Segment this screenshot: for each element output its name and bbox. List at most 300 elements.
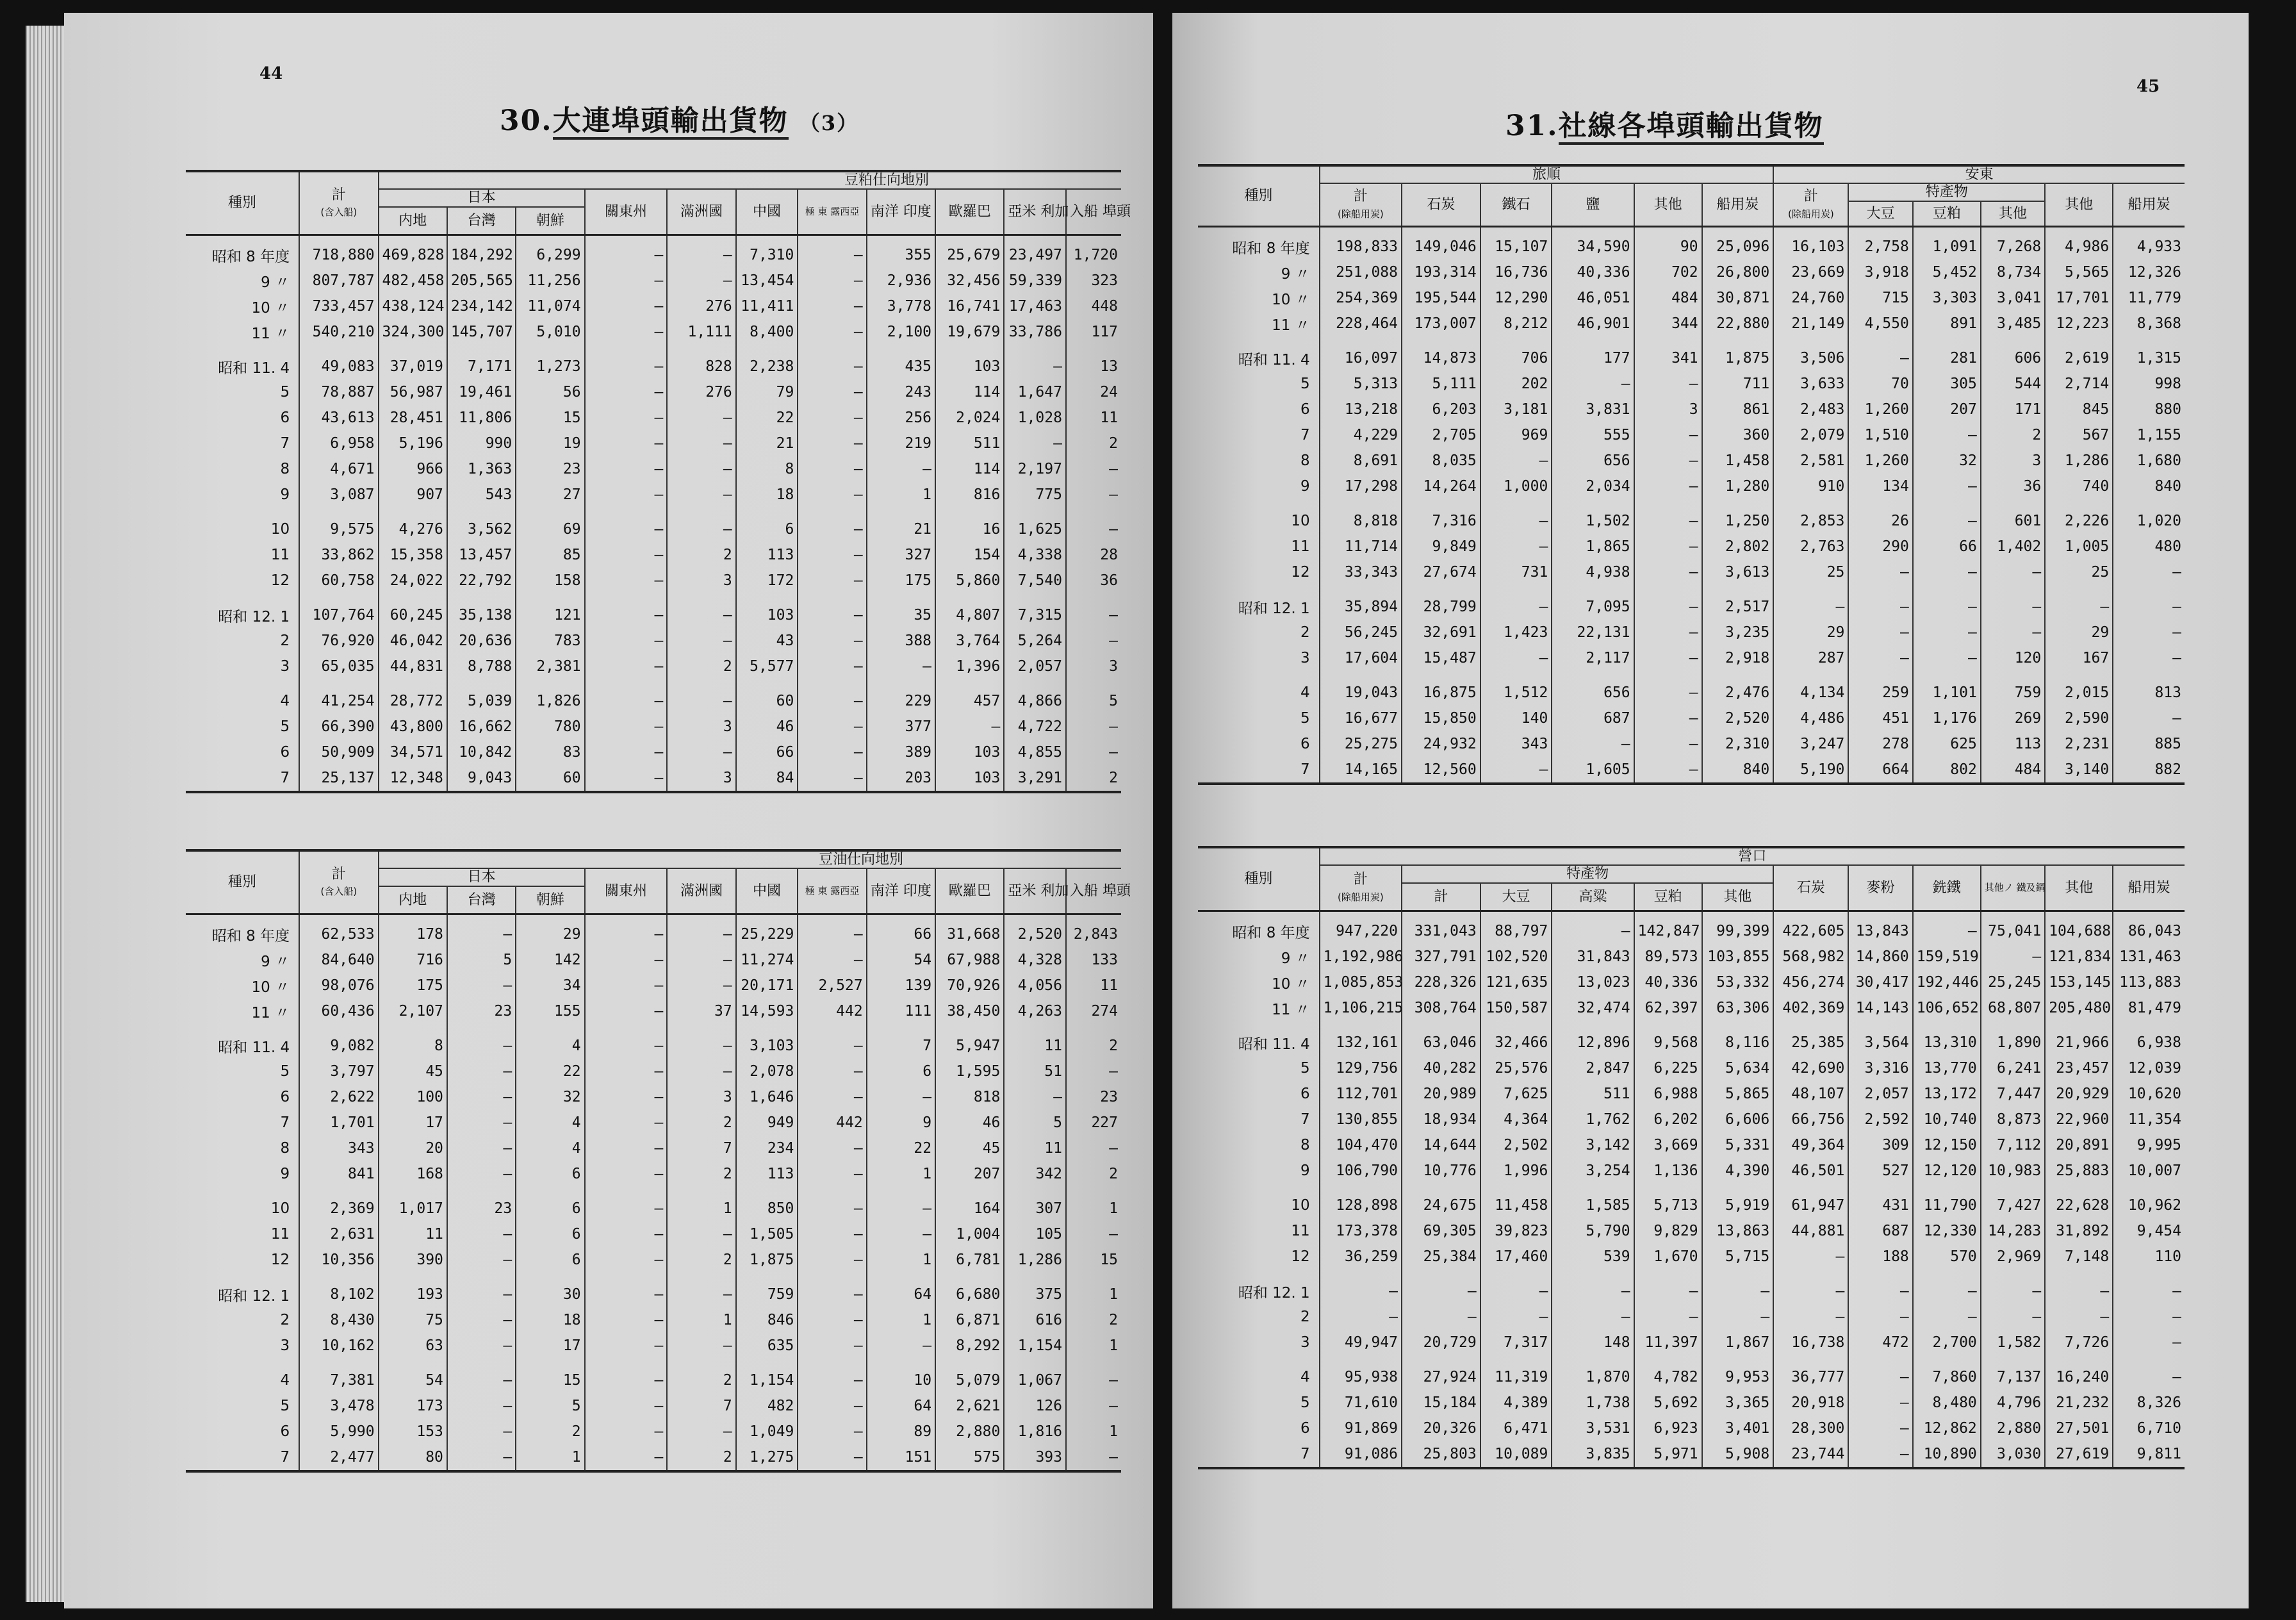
table-cell: 193 [379,1273,447,1307]
table-cell: 1,085,853 [1320,970,1402,995]
table-cell: — [585,319,668,345]
table-cell: 511 [1552,1081,1634,1107]
table-cell: 11,779 [2113,285,2185,311]
ryojun-anto-table [1198,164,2185,785]
table-cell: 171 [1981,397,2045,422]
table-cell: 2,853 [1773,499,1848,534]
header-kanto: 關東州 [585,189,668,235]
table-cell: 8,212 [1480,311,1552,336]
table-cell: 2 [667,542,735,568]
table-cell: 17,604 [1320,645,1402,671]
table-cell: — [667,679,735,714]
table-cell: 30 [516,1273,584,1307]
table-cell: 2 [1066,431,1121,456]
table-cell: 32,466 [1480,1021,1552,1055]
table-cell: 219 [867,431,935,456]
table-cell: 6 [516,1221,584,1247]
table-cell: — [1066,1221,1121,1247]
table-cell: 3,316 [1848,1055,1912,1081]
row-label: 3 [1300,650,1310,667]
table-cell: 23 [447,1187,516,1221]
row-label: 5 [1300,710,1310,727]
table-cell: — [447,1161,516,1187]
table-cell: — [867,1187,935,1221]
table-cell: 3,831 [1552,397,1634,422]
table-cell: — [1552,1304,1634,1330]
table-cell: 105 [1004,1221,1066,1247]
page-number: 45 [2136,77,2160,96]
table-cell: 2,520 [1004,914,1066,948]
table-cell: 5,947 [935,1024,1004,1059]
table-cell: 53,332 [1702,970,1774,995]
table-cell: 6,923 [1634,1416,1702,1441]
page-title [1505,103,1824,144]
table-cell: 2,117 [1552,645,1634,671]
table-cell: 24,675 [1402,1184,1480,1218]
table-cell: 32,691 [1402,620,1480,645]
table-cell: 7,310 [736,235,798,269]
table-cell: 6,680 [935,1273,1004,1307]
page-number: 44 [259,64,283,83]
table-cell: 2,015 [2045,671,2113,706]
table-cell: 6,958 [299,431,378,456]
table-cell: — [447,1359,516,1393]
table-cell: 5,860 [935,568,1004,593]
table-cell: 274 [1066,998,1121,1024]
table-cell: — [1402,1269,1480,1304]
table-cell: 15,850 [1402,706,1480,731]
table-cell: 46,901 [1552,311,1634,336]
table-cell: 63 [379,1333,447,1359]
header-america: 亞米 利加 [1004,868,1066,914]
table-cell: 5,196 [379,431,447,456]
table-cell: — [1848,1441,1912,1468]
table-cell: 114 [935,379,1004,405]
table-cell: 13,454 [736,268,798,293]
header-other: 其他 [1981,201,2045,227]
table-cell: 114 [935,456,1004,482]
table-cell: — [798,1247,866,1273]
table-cell: 480 [2113,534,2185,559]
table-cell: — [798,508,866,542]
table-cell: 5,577 [736,654,798,679]
table-cell: 861 [1702,397,1774,422]
table-cell: 1,020 [2113,499,2185,534]
table-row [186,1110,1121,1136]
row-label: 7 [186,1444,299,1471]
table-cell: — [798,293,866,319]
table-cell: 145,707 [447,319,516,345]
table-cell: 139 [867,973,935,998]
table-cell: 61,947 [1773,1184,1848,1218]
table-cell: 10,089 [1480,1441,1552,1468]
table-cell: — [585,1444,668,1471]
table-cell: 456,274 [1773,970,1848,995]
table-cell: — [1634,706,1702,731]
table-cell: 2 [1066,765,1121,792]
table-cell: — [585,508,668,542]
table-cell: 10,776 [1402,1158,1480,1184]
table-cell: 54 [867,947,935,973]
table-row [1198,1158,2185,1184]
table-cell: — [667,268,735,293]
table-cell: — [667,1024,735,1059]
table-cell: 1,605 [1552,757,1634,784]
table-cell: 113 [736,542,798,568]
table-cell: 1 [867,1307,935,1333]
table-cell: 90 [1634,227,1702,260]
table-cell: 2,802 [1702,534,1774,559]
table-cell: — [2113,1269,2185,1304]
row-label: 11 〃 [251,1004,290,1021]
table-cell: — [585,1307,668,1333]
table-cell: 3,365 [1702,1390,1774,1416]
table-cell: 23,744 [1773,1441,1848,1468]
table-cell: 1,000 [1480,474,1552,499]
table-cell: 2,034 [1552,474,1634,499]
table-cell: 130,855 [1320,1107,1402,1132]
row-label: 昭和 11. 4 [1238,351,1310,368]
table-cell: — [798,593,866,628]
table-cell: 5,039 [447,679,516,714]
table-cell: — [1702,1269,1774,1304]
table-cell: 7,095 [1552,585,1634,620]
table-row [1198,1269,2185,1304]
table-cell: 10,620 [2113,1081,2185,1107]
table-cell: 885 [2113,731,2185,757]
table-cell: 6,781 [935,1247,1004,1273]
table-cell: 66 [736,740,798,765]
table-cell: 813 [2113,671,2185,706]
table-cell: 69,305 [1402,1218,1480,1244]
header-far-east: 極 東 露西亞 [798,189,866,235]
table-cell: 687 [1552,706,1634,731]
table-cell: 5,971 [1634,1441,1702,1468]
table-cell: 8,480 [1913,1390,1981,1416]
table-row [1198,1107,2185,1132]
table-cell: 290 [1848,534,1912,559]
table-cell: 121,834 [2045,944,2113,970]
table-cell: — [585,714,668,740]
table-cell: — [1320,1269,1402,1304]
table-cell: 24,760 [1773,285,1848,311]
row-label: 8 [280,461,290,478]
table-cell: 3,797 [299,1059,378,1084]
header-japan: 日本 [379,189,585,206]
table-cell: 20,891 [2045,1132,2113,1158]
table-cell: 1 [867,1161,935,1187]
table-cell: — [585,1333,668,1359]
table-row [186,235,1121,269]
table-cell: — [798,914,866,948]
table-cell: 2 [667,1110,735,1136]
table-cell: 24,932 [1402,731,1480,757]
table-cell: 3 [1066,654,1121,679]
table-cell: — [585,973,668,998]
table-cell: 89,573 [1634,944,1702,970]
table-cell: 1 [516,1444,584,1471]
table-row [1198,1021,2185,1055]
table-cell: 69 [516,508,584,542]
table-cell: — [1634,671,1702,706]
table-cell: — [1066,714,1121,740]
table-cell: 3 [1634,397,1702,422]
table-cell: 175 [867,568,935,593]
table-row [1198,1218,2185,1244]
table-cell: 802 [1913,757,1981,784]
table-cell: 4,722 [1004,714,1066,740]
left-page [64,13,1153,1608]
table-cell: 34,571 [379,740,447,765]
table-cell: — [447,1247,516,1273]
table-cell: — [1981,1304,2045,1330]
table-cell: 30,871 [1702,285,1774,311]
table-cell: — [1480,1304,1552,1330]
table-cell: 11,319 [1480,1355,1552,1390]
table-cell: 64 [867,1393,935,1419]
table-cell: 25,385 [1773,1021,1848,1055]
table-row [1198,585,2185,620]
table-cell: — [1848,620,1912,645]
table-cell: 16,240 [2045,1355,2113,1390]
row-label: 11 〃 [1272,317,1310,334]
header-other-steel: 其他ノ 鐵及鋼 [1981,865,2045,911]
table-cell: 6,202 [1634,1107,1702,1132]
table-cell: 25,679 [935,235,1004,269]
table-cell: 1,280 [1702,474,1774,499]
table-row [186,1024,1121,1059]
table-cell: 23,497 [1004,235,1066,269]
table-cell: 1,502 [1552,499,1634,534]
table-cell: 840 [2113,474,2185,499]
table-cell: 1,136 [1634,1158,1702,1184]
table-cell: — [867,654,935,679]
table-cell: 12,330 [1913,1218,1981,1244]
table-cell: 22,880 [1702,311,1774,336]
bean-cake-table [186,170,1131,793]
table-cell: — [867,456,935,482]
table-cell: 100 [379,1084,447,1110]
table-cell: 21,966 [2045,1021,2113,1055]
table-cell: 360 [1702,422,1774,448]
table-cell: 16,103 [1773,227,1848,260]
table-cell: — [798,405,866,431]
header-salt: 鹽 [1552,183,1634,226]
row-label: 昭和 12. 1 [1238,600,1310,617]
table-row [186,319,1121,345]
table-cell: 153,145 [2045,970,2113,995]
table-cell: 25,245 [1981,970,2045,995]
row-label: 2 [1300,1309,1310,1326]
table-cell: — [667,740,735,765]
table-row [186,379,1121,405]
table-cell: — [1480,499,1552,534]
table-cell: 1 [1066,1187,1121,1221]
table-cell: — [1634,371,1702,397]
row-label: 昭和 8 年度 [186,914,299,948]
header-bunker: 船用炭 [2113,865,2185,911]
table-row [1198,1081,2185,1107]
table-cell: 228,464 [1320,311,1402,336]
table-cell: 511 [935,431,1004,456]
table-cell: — [1913,620,1981,645]
table-cell: 4 [516,1110,584,1136]
table-row [186,268,1121,293]
table-row [1198,227,2185,260]
table-cell: 15,107 [1480,227,1552,260]
table-cell: 148 [1552,1330,1634,1355]
table-cell: 32 [516,1084,584,1110]
table-cell: — [447,914,516,948]
table-cell: 5,919 [1702,1184,1774,1218]
header-total: 計 (除船用炭) [1773,183,1848,226]
table-cell: 6 [516,1247,584,1273]
table-cell: 3 [667,714,735,740]
right-page [1172,13,2249,1608]
row-label: 9 [1300,1162,1310,1180]
table-row [186,628,1121,654]
table-cell: — [667,593,735,628]
table-cell: 7 [867,1024,935,1059]
header-nanyo: 南洋 印度 [867,189,935,235]
table-cell: — [1848,585,1912,620]
table-cell: 4,550 [1848,311,1912,336]
table-cell: — [1634,731,1702,757]
table-cell: 9,849 [1402,534,1480,559]
table-cell: 133 [1066,947,1121,973]
row-label: 8 [1300,1137,1310,1154]
table-cell: 12,560 [1402,757,1480,784]
table-cell: 132,161 [1320,1021,1402,1055]
table-cell: 18 [736,482,798,508]
table-cell: — [667,1221,735,1247]
table-cell: 11,714 [1320,534,1402,559]
table-cell: 969 [1480,422,1552,448]
table-cell: 344 [1634,311,1702,336]
header-total: 計 (含入船) [299,850,378,914]
table-cell: 134 [1848,474,1912,499]
table-cell: 3,613 [1702,559,1774,585]
table-cell: 1 [1066,1333,1121,1359]
table-cell: 2,622 [299,1084,378,1110]
table-cell: 4,933 [2113,227,2185,260]
table-cell: 83 [516,740,584,765]
table-cell: — [1480,534,1552,559]
row-label: 11 [1291,1223,1310,1240]
table-cell: 192,446 [1913,970,1981,995]
table-cell: 5,715 [1702,1244,1774,1269]
table-cell: — [798,1161,866,1187]
table-cell: — [1848,645,1912,671]
table-cell: 25 [1773,559,1848,585]
table-row [186,1444,1121,1471]
table-cell: 37,019 [379,345,447,379]
bean-oil-table [186,849,1131,1473]
table-cell: 880 [2113,397,2185,422]
table-cell: 29 [1773,620,1848,645]
table-cell: 46,051 [1552,285,1634,311]
table-cell: 1,762 [1552,1107,1634,1132]
table-cell: 1,996 [1480,1158,1552,1184]
table-cell: — [1480,585,1552,620]
table-cell: — [447,1393,516,1419]
table-cell: — [798,1393,866,1419]
header-other: 其他 [2045,183,2113,226]
table-row [1198,995,2185,1021]
table-cell: — [1634,645,1702,671]
table-cell: 31,843 [1552,944,1634,970]
table-cell: — [667,973,735,998]
table-cell: 1,260 [1848,397,1912,422]
table-cell: 11,354 [2113,1107,2185,1132]
table-cell: 324,300 [379,319,447,345]
table-cell: — [798,1444,866,1471]
table-cell: 5,565 [2045,260,2113,285]
table-cell: 1,585 [1552,1184,1634,1218]
table-cell: 482 [736,1393,798,1419]
table-cell: — [447,1110,516,1136]
page-edges [26,26,64,1602]
table-cell: 1,595 [935,1059,1004,1084]
table-cell: 84,640 [299,947,378,973]
table-cell: 112,701 [1320,1081,1402,1107]
row-label: 3 [1300,1334,1310,1351]
row-label: 9 〃 [261,274,290,291]
table-cell: 4,486 [1773,706,1848,731]
table-row [186,482,1121,508]
table-cell: 375 [1004,1273,1066,1307]
table-cell: 990 [447,431,516,456]
table-cell: 469,828 [379,235,447,269]
table-cell: 457 [935,679,1004,714]
table-cell: 103 [935,765,1004,792]
table-cell: 49,083 [299,345,378,379]
table-cell: — [667,1273,735,1307]
table-row [186,293,1121,319]
table-cell: — [2045,1304,2113,1330]
table-cell: 19,679 [935,319,1004,345]
row-label: 6 [1300,401,1310,418]
table-cell: 102,520 [1480,944,1552,970]
table-cell: 6,203 [1402,397,1480,422]
group-label: 豆粕仕向地別 [379,171,1121,189]
header-iron: 銑鐵 [1913,865,1981,911]
table-cell: 1,875 [736,1247,798,1273]
table-cell: 783 [516,628,584,654]
table-cell: 4,796 [1981,1390,2045,1416]
table-cell: 86,043 [2113,911,2185,945]
table-cell: 5,010 [516,319,584,345]
table-cell: 20 [379,1136,447,1161]
table-cell: 2,936 [867,268,935,293]
table-cell: 70 [1848,371,1912,397]
table-cell: 2 [1981,422,2045,448]
table-cell: — [1066,508,1121,542]
table-cell: 20,171 [736,973,798,998]
table-cell: 828 [667,345,735,379]
table-cell: 1,273 [516,345,584,379]
table-cell: 3,401 [1702,1416,1774,1441]
table-cell: 775 [1004,482,1066,508]
table-cell: 26,800 [1702,260,1774,285]
table-row [186,1307,1121,1333]
table-row [1198,620,2185,645]
table-cell: 3,041 [1981,285,2045,311]
table-cell: 305 [1913,371,1981,397]
table-cell: 1 [867,1247,935,1273]
table-cell: 1,017 [379,1187,447,1221]
table-cell: — [1848,1304,1912,1330]
